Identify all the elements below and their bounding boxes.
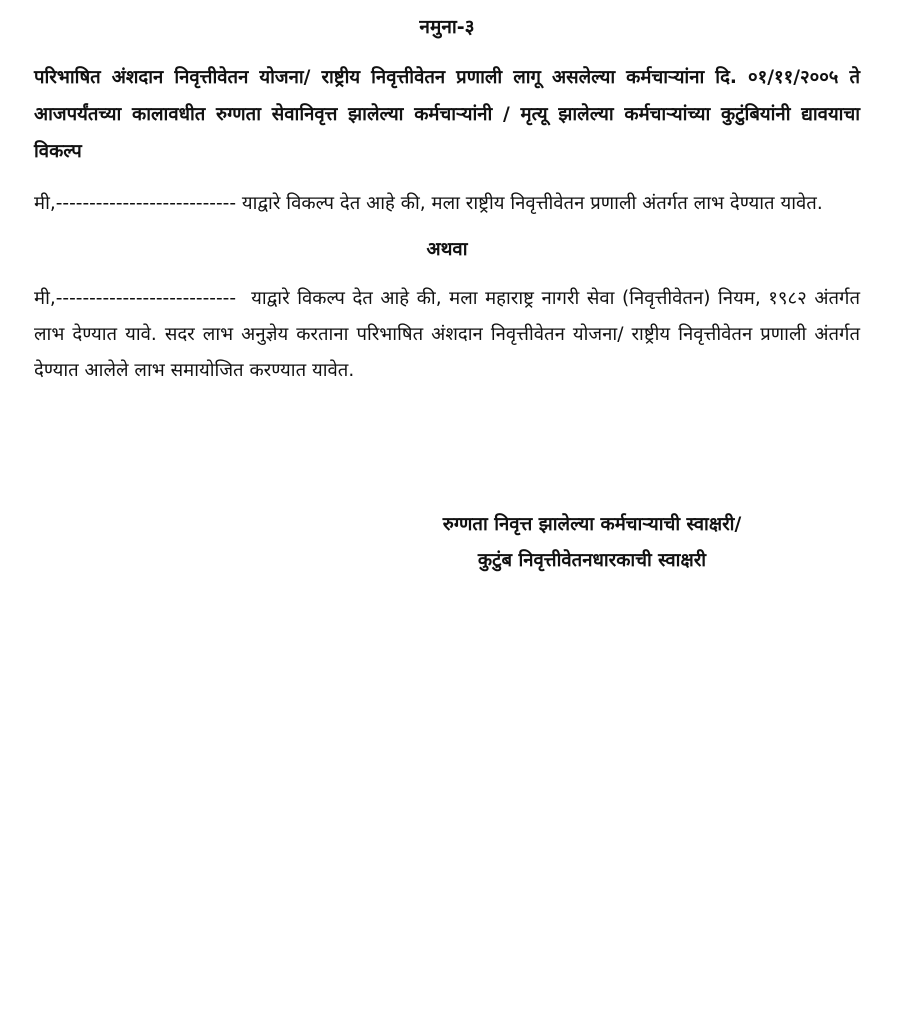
option-one-text: याद्वारे विकल्प देत आहे की, मला राष्ट्रीय निवृत्तीवेतन प्रणाली अंतर्गत लाभ देण्यात यावेत. [236, 193, 823, 214]
signature-line-family-pensioner: कुटुंब निवृत्तीवेतनधारकाची स्वाक्षरी [477, 550, 707, 571]
or-separator-label: अथवा [426, 239, 468, 260]
form-number-title: नमुना-३ [419, 16, 475, 38]
option-two-text: याद्वारे विकल्प देत आहे की, मला महाराष्ट्र नागरी सेवा (निवृत्तीवेतन) नियम, १९८२ अंतर्गत लाभ देण्यात यावे. सदर लाभ अनुज्ञेय करताना परिभाषित अंशदान निवृत्तीवेतन योजना/ राष्ट्रीय निवृत्तीवेतन प्रणाली अंतर्गत देण्यात आलेले लाभ समायोजित करण्यात यावेत. [34, 288, 866, 381]
document-page [34, 0, 866, 389]
option-two-paragraph [34, 281, 866, 389]
option-two-blank-line: --------------------------- [55, 288, 236, 309]
signature-block [392, 507, 792, 579]
option-two-prefix: मी, [34, 288, 56, 309]
signature-line-employee: रुग्णता निवृत्त झालेल्या कर्मचाऱ्याची स्वाक्षरी/ [442, 514, 742, 535]
option-one-prefix: मी, [34, 193, 56, 214]
document-heading: परिभाषित अंशदान निवृत्तीवेतन योजना/ राष्ट्रीय निवृत्तीवेतन प्रणाली लागू असलेल्या कर्मचाऱ्यांना दि. ०१/११/२००५ ते आजपर्यंतच्या कालावधीत रुग्णता सेवानिवृत्त झालेल्या कर्मचाऱ्यांनी / मृत्यू झालेल्या कर्मचाऱ्यांच्या कुटुंबियांनी द्यावयाचा विकल्प [34, 67, 860, 162]
option-one-paragraph [34, 186, 860, 222]
option-one-blank-line: --------------------------- [55, 193, 236, 214]
